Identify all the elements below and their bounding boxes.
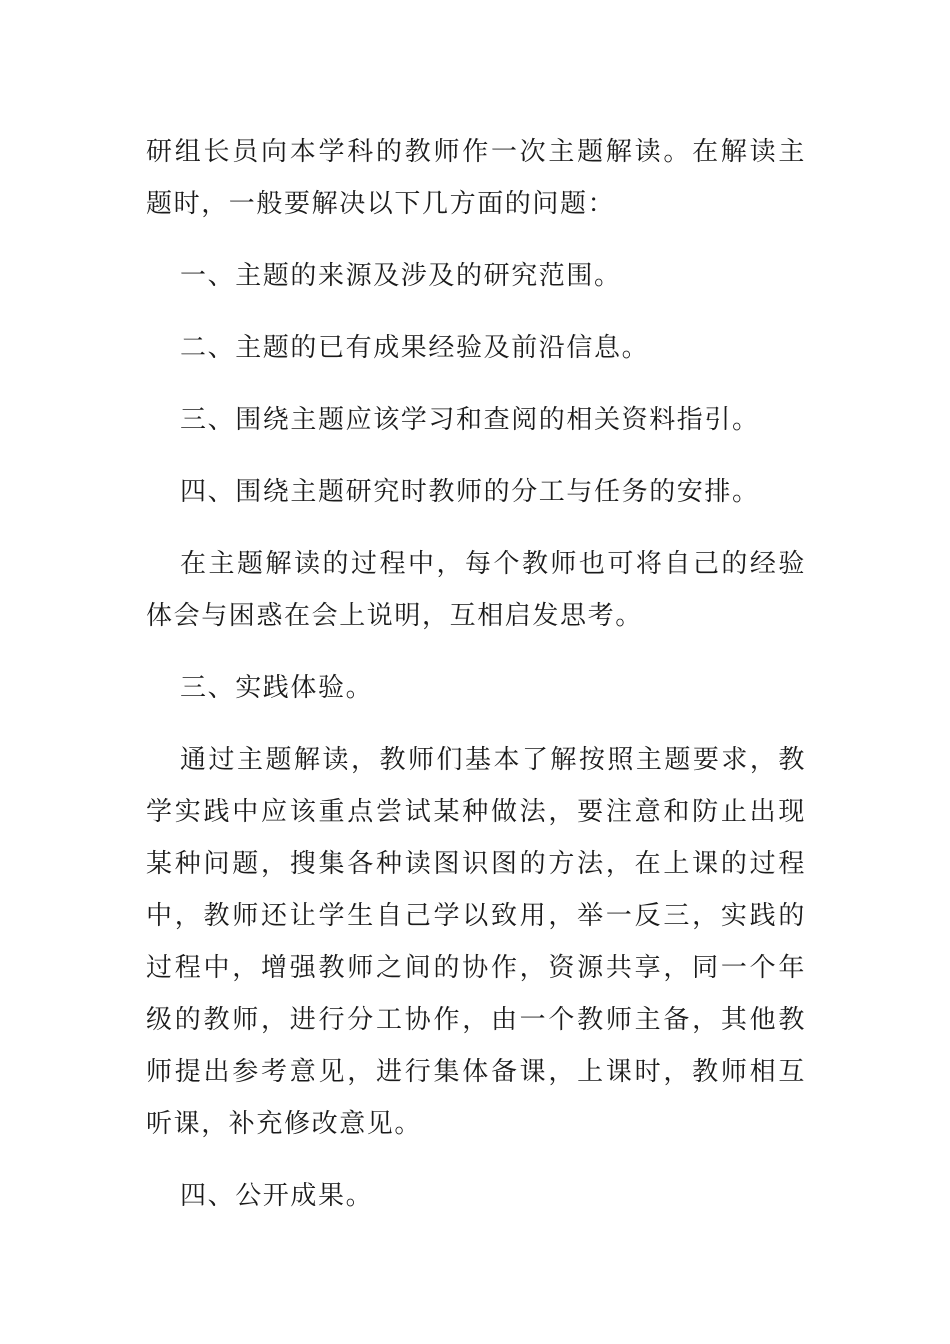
list-item-3: 三、围绕主题应该学习和查阅的相关资料指引。: [180, 405, 760, 435]
list-item-4: 四、围绕主题研究时教师的分工与任务的安排。: [180, 477, 760, 507]
document-body: [146, 126, 806, 1242]
paragraph-discussion: 在主题解读的过程中，每个教师也可将自己的经验体会与困惑在会上说明，互相启发思考。: [146, 549, 806, 631]
list-item-2: 二、主题的已有成果经验及前沿信息。: [180, 333, 650, 363]
section-heading-practice: 三、实践体验。: [180, 673, 374, 703]
paragraph-practice: 通过主题解读，教师们基本了解按照主题要求，教学实践中应该重点尝试某种做法，要注意和防止出现某种问题，搜集各种读图识图的方法，在上课的过程中，教师还让学生自己学以致用，举一反三，实践的过程中，增强教师之间的协作，资源共享，同一个年级的教师，进行分工协作，由一个教师主备，其他教师提出参考意见，进行集体备课，上课时，教师相互听课，补充修改意见。: [146, 745, 806, 1139]
list-item-1: 一、主题的来源及涉及的研究范围。: [180, 261, 622, 291]
paragraph-intro: 研组长员向本学科的教师作一次主题解读。在解读主题时，一般要解决以下几方面的问题：: [146, 137, 806, 219]
section-heading-results: 四、公开成果。: [180, 1181, 374, 1211]
